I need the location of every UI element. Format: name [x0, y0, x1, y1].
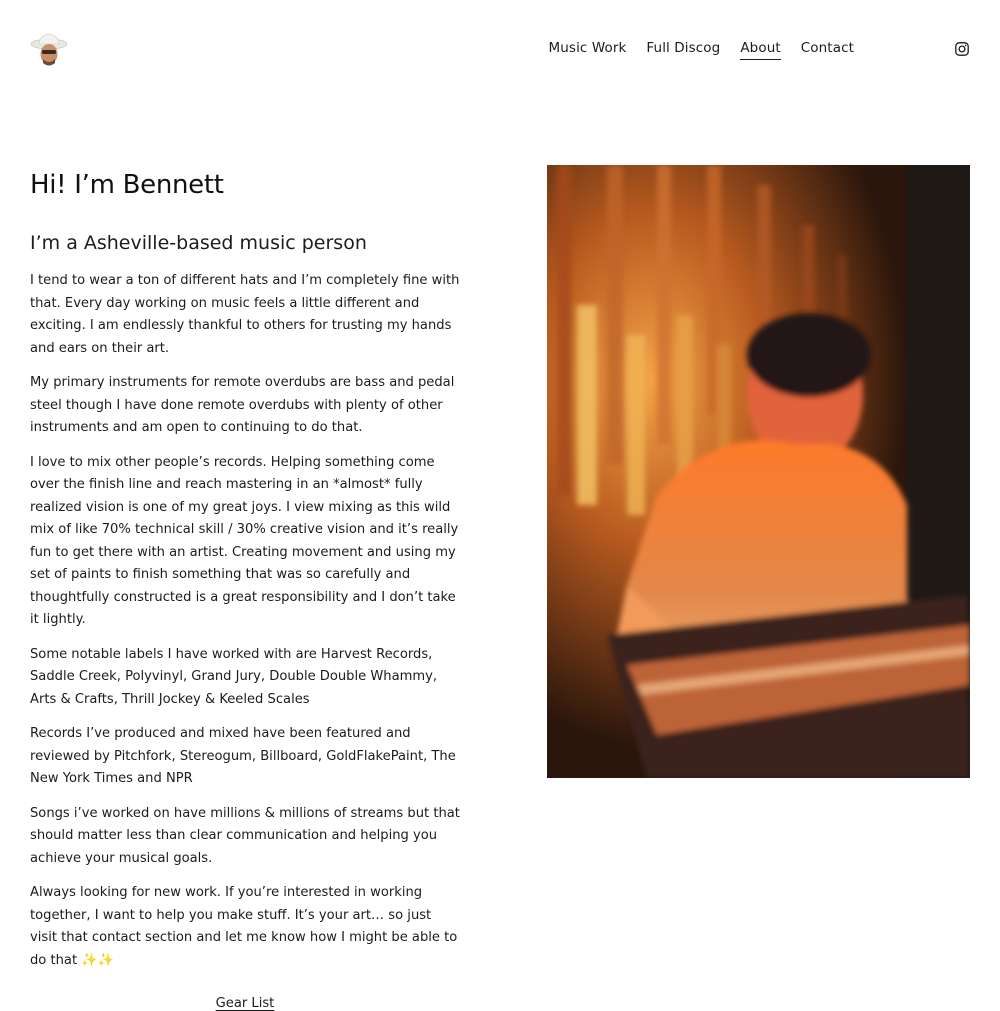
page-title: Hi! I’m Bennett — [30, 170, 224, 200]
page-subtitle: I’m a Asheville-based music person — [30, 232, 367, 254]
portrait-photo-illustration — [547, 165, 970, 778]
about-paragraph: I love to mix other people’s records. Helping something come over the finish line and reach mastering in an *almost* fully realized vision is one of my great joys. I view mixing as this wild mix of like 70% technical skill / 30% creative vision and it’s really fun to get there with an artist. Creating movement and using my set of paints to finish something that was so carefully and thoughtfully constructed is a great responsibility and I don’t take it lightly. — [30, 454, 459, 627]
about-paragraph: Some notable labels I have worked with are Harvest Records, Saddle Creek, Polyvinyl, Grand Jury, Double Double Whammy, Arts & Crafts, Thrill Jockey & Keeled Scales — [30, 646, 438, 707]
nav-about[interactable]: About — [740, 40, 780, 60]
portrait-photo — [547, 165, 970, 778]
nav-music-work[interactable]: Music Work — [548, 40, 627, 56]
about-paragraph: Always looking for new work. If you’re interested in working together, I want to help you make stuff. It’s your art… so just visit that contact section and let me know how I might be able to do that ✨✨ — [30, 885, 458, 968]
logo-icon[interactable] — [30, 32, 68, 68]
about-paragraph: My primary instruments for remote overdubs are bass and pedal steel though I have done remote overdubs with plenty of other instruments and am open to continuing to do that. — [30, 375, 455, 435]
nav-full-discog[interactable]: Full Discog — [646, 40, 721, 56]
nav-contact[interactable]: Contact — [800, 40, 854, 56]
gear-list-wrapper — [30, 992, 460, 1011]
instagram-icon[interactable] — [955, 42, 969, 56]
main-nav — [529, 40, 854, 60]
about-paragraph: I tend to wear a ton of different hats and I’m completely fine with that. Every day working on music feels a little different and exciting. I am endlessly thankful to others for trusting my hands and ears on their art. — [30, 273, 460, 356]
about-paragraph: Records I’ve produced and mixed have been featured and reviewed by Pitchfork, Stereogum, Billboard, GoldFlakePaint, The New York Times and NPR — [30, 726, 456, 786]
gear-list-link[interactable]: Gear List — [215, 996, 275, 1011]
about-paragraph: Songs i’ve worked on have millions & millions of streams but that should matter less than clear communication and helping you achieve your musical goals. — [30, 805, 460, 866]
site-header — [0, 0, 1000, 100]
about-content — [30, 168, 460, 1011]
